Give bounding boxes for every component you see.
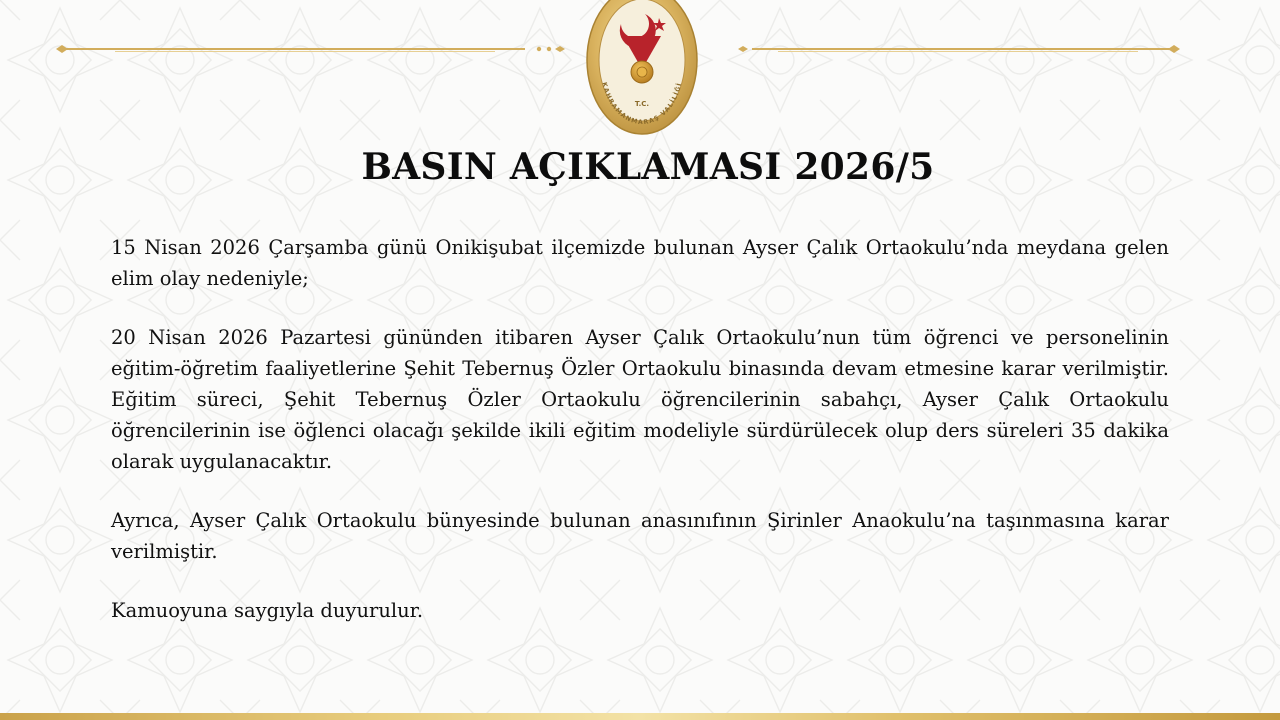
gold-ornament-line-left [55,40,565,58]
gold-ornament-line-right [738,40,1180,58]
gold-bottom-bar [0,713,1280,720]
document-body [111,232,1169,654]
paragraph: Kamuoyuna saygıyla duyurulur. [111,599,424,622]
governorship-emblem [585,0,700,138]
svg-text:T.C.: T.C. [634,100,650,108]
document-title: BASIN AÇIKLAMASI 2026/5 [361,146,935,188]
paragraph: 20 Nisan 2026 Pazartesi gününden itibaren Ayser Çalık Ortaokulu’nun tüm öğrenci ve personelinin eğitim-öğretim faaliyetlerine Şehit Tebernuş Özler Ortaokulu binasında devam etmesine karar verilmiştir. Eğitim süreci, Şehit Tebernuş Özler Ortaokulu öğrencilerinin sabahçı, Ayser Çalık Ortaokulu öğrencilerinin ise öğlenci olacağı şekilde ikili eğitim modeliyle sürdürülecek olup ders süreleri 35 dakika olarak uygulanacaktır. [111,326,1169,473]
paragraph: Ayrıca, Ayser Çalık Ortaokulu bünyesinde bulunan anasınıfının Şirinler Anaokulu’na taşınmasına karar verilmiştir. [111,509,1169,563]
svg-text:KAHRAMANMARAŞ VALİLİĞİ: KAHRAMANMARAŞ VALİLİĞİ [600,81,684,127]
paragraph: 15 Nisan 2026 Çarşamba günü Onikişubat ilçemizde bulunan Ayser Çalık Ortaokulu’nda meydana gelen elim olay nedeniyle; [111,236,1169,290]
